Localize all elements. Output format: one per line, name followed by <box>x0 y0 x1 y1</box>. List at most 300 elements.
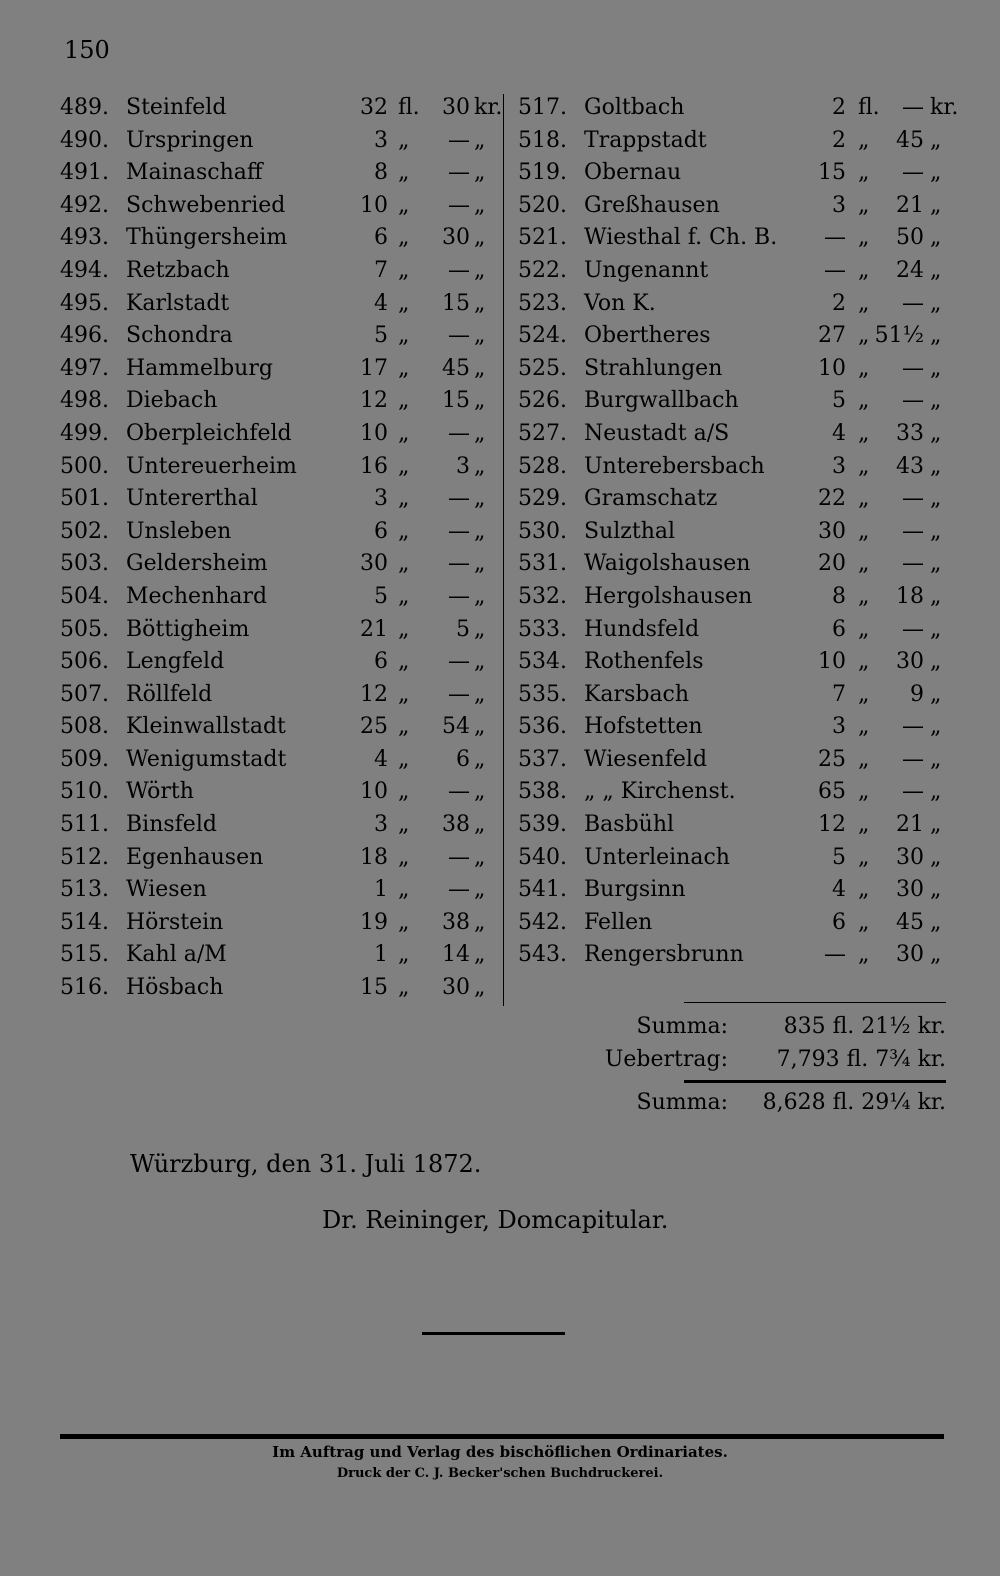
entry-gulden: 3 <box>832 714 846 740</box>
left-entry-row <box>60 679 498 712</box>
grand-total-label: Summa: <box>636 1090 728 1115</box>
entry-kreuzer: 50 <box>896 225 924 251</box>
entry-gulden-unit: „ <box>398 583 410 609</box>
entry-gulden-unit: „ <box>398 877 410 903</box>
entry-number: 509. <box>60 746 109 772</box>
entry-place: Hofstetten <box>584 714 703 740</box>
entry-place: Goltbach <box>584 95 685 120</box>
entry-gulden-unit: „ <box>398 355 410 381</box>
left-entry-row <box>60 614 498 647</box>
entry-gulden: 6 <box>374 518 388 544</box>
entry-kreuzer: 30 <box>442 975 470 1001</box>
entry-kreuzer-unit: „ <box>930 877 942 903</box>
separator-rule <box>422 1332 565 1335</box>
uebertrag-value: 7,793 fl. 7¾ kr. <box>776 1047 946 1072</box>
entry-number: 540. <box>518 844 567 870</box>
uebertrag-line <box>600 1043 946 1077</box>
entry-gulden-unit: „ <box>858 290 870 316</box>
entry-gulden: 1 <box>374 942 388 968</box>
entry-gulden-unit: „ <box>858 812 870 838</box>
left-entry-row <box>60 939 498 972</box>
entry-gulden: 12 <box>818 812 846 838</box>
right-entry-row <box>518 516 948 549</box>
uebertrag-label: Uebertrag: <box>604 1047 728 1072</box>
entry-place: Diebach <box>126 388 218 414</box>
entry-place: Fellen <box>584 909 653 935</box>
entry-number: 495. <box>60 290 109 316</box>
entry-place: Rothenfels <box>584 649 704 675</box>
entry-place: Unterleinach <box>584 844 730 870</box>
entry-kreuzer-unit: „ <box>930 257 942 283</box>
entry-kreuzer-unit: „ <box>930 616 942 642</box>
left-entry-row <box>60 874 498 907</box>
entry-gulden-unit: „ <box>858 160 870 186</box>
entry-number: 507. <box>60 681 109 707</box>
entry-gulden-unit: „ <box>398 779 410 805</box>
entry-kreuzer-unit: „ <box>930 486 942 512</box>
entry-kreuzer: 45 <box>896 127 924 153</box>
left-entry-row <box>60 809 498 842</box>
entry-number: 531. <box>518 551 567 577</box>
entry-place: Strahlungen <box>584 355 723 381</box>
entry-gulden-unit: „ <box>398 518 410 544</box>
entry-number: 529. <box>518 486 567 512</box>
entry-kreuzer-unit: „ <box>474 942 486 968</box>
entry-kreuzer: — <box>902 290 924 316</box>
entry-place: Kleinwallstadt <box>126 714 286 740</box>
entry-kreuzer: 6 <box>456 746 470 772</box>
entry-kreuzer: — <box>448 257 470 283</box>
entry-kreuzer: — <box>448 681 470 707</box>
entry-kreuzer-unit: „ <box>930 192 942 218</box>
entry-gulden: 6 <box>374 225 388 251</box>
left-entry-row <box>60 255 498 288</box>
entry-number: 519. <box>518 160 567 186</box>
entry-gulden: 7 <box>832 681 846 707</box>
entry-number: 524. <box>518 323 567 349</box>
grand-total-value: 8,628 fl. 29¼ kr. <box>762 1090 946 1115</box>
imprint-publisher: Im Auftrag und Verlag des bischöflichen Ordinariates. <box>272 1443 728 1461</box>
entry-number: 504. <box>60 583 109 609</box>
entry-place: Schondra <box>126 323 233 349</box>
entry-gulden: 30 <box>360 551 388 577</box>
entry-gulden: 22 <box>818 486 846 512</box>
entry-gulden: 15 <box>818 160 846 186</box>
entry-gulden: 3 <box>374 127 388 153</box>
signature: Dr. Reininger, Domcapitular. <box>322 1206 669 1234</box>
entry-kreuzer: — <box>902 616 924 642</box>
entry-number: 517. <box>518 95 567 120</box>
entry-number: 511. <box>60 812 109 838</box>
entry-gulden-unit: „ <box>858 518 870 544</box>
entry-gulden: 10 <box>818 649 846 675</box>
entry-gulden: 7 <box>374 257 388 283</box>
entry-gulden: 10 <box>360 420 388 446</box>
entry-gulden: 8 <box>832 583 846 609</box>
right-entry-row <box>518 418 948 451</box>
entry-kreuzer-unit: „ <box>474 257 486 283</box>
entry-kreuzer: — <box>448 877 470 903</box>
entry-kreuzer-unit: „ <box>474 877 486 903</box>
right-entry-row <box>518 679 948 712</box>
entry-kreuzer-unit: „ <box>474 746 486 772</box>
left-entry-row <box>60 842 498 875</box>
entry-place: Waigolshausen <box>584 551 751 577</box>
entry-gulden: 12 <box>360 388 388 414</box>
entry-kreuzer: — <box>902 95 924 120</box>
entry-kreuzer: — <box>448 583 470 609</box>
entry-gulden-unit: „ <box>858 746 870 772</box>
entry-place: Greßhausen <box>584 192 720 218</box>
entry-gulden-unit: „ <box>398 844 410 870</box>
entry-number: 501. <box>60 486 109 512</box>
entry-gulden-unit: „ <box>398 551 410 577</box>
entry-place: Böttigheim <box>126 616 250 642</box>
summa-rule-top <box>684 1002 946 1003</box>
right-column <box>518 92 959 972</box>
entry-number: 489. <box>60 95 109 120</box>
entry-gulden: 2 <box>832 127 846 153</box>
left-entry-row <box>60 776 498 809</box>
entry-place: Burgwallbach <box>584 388 739 414</box>
entry-gulden-unit: „ <box>398 746 410 772</box>
entry-kreuzer: 14 <box>442 942 470 968</box>
entry-gulden: 19 <box>360 909 388 935</box>
entry-number: 492. <box>60 192 109 218</box>
left-entry-row <box>60 548 498 581</box>
entry-kreuzer-unit: „ <box>930 779 942 805</box>
entry-place: Karsbach <box>584 681 690 707</box>
entry-kreuzer-unit: „ <box>474 518 486 544</box>
entry-number: 497. <box>60 355 109 381</box>
entry-gulden: 25 <box>818 746 846 772</box>
entry-gulden: 32 <box>360 95 388 120</box>
entry-gulden-unit: „ <box>398 290 410 316</box>
entry-gulden-unit: „ <box>858 551 870 577</box>
entry-gulden-unit: „ <box>858 616 870 642</box>
entry-number: 493. <box>60 225 109 251</box>
entry-place: Ungenannt <box>584 257 709 283</box>
entry-kreuzer-unit: „ <box>930 649 942 675</box>
entry-kreuzer: — <box>448 551 470 577</box>
entry-kreuzer-unit: „ <box>474 192 486 218</box>
entry-place: Hörstein <box>126 909 224 935</box>
entry-kreuzer: 45 <box>442 355 470 381</box>
entry-number: 523. <box>518 290 567 316</box>
entry-kreuzer: 30 <box>896 942 924 968</box>
entry-kreuzer: 15 <box>442 290 470 316</box>
entry-place: Wiesen <box>126 877 207 903</box>
summa-label: Summa: <box>636 1014 728 1039</box>
left-entry-row <box>60 157 498 190</box>
entry-place: Karlstadt <box>126 290 230 316</box>
entry-kreuzer: — <box>902 518 924 544</box>
entry-kreuzer-unit: „ <box>474 290 486 316</box>
grand-total-line <box>600 1086 946 1120</box>
entry-kreuzer-unit: „ <box>930 714 942 740</box>
entry-kreuzer-unit: „ <box>930 583 942 609</box>
entry-number: 500. <box>60 453 109 479</box>
entry-number: 515. <box>60 942 109 968</box>
entry-kreuzer-unit: „ <box>474 388 486 414</box>
entry-place: Urspringen <box>126 127 254 153</box>
entry-kreuzer: — <box>448 844 470 870</box>
entry-kreuzer-unit: kr. <box>474 95 503 120</box>
right-entry-row <box>518 874 948 907</box>
entry-gulden-unit: „ <box>858 486 870 512</box>
entry-number: 502. <box>60 518 109 544</box>
entry-gulden: 10 <box>818 355 846 381</box>
entry-gulden-unit: „ <box>858 192 870 218</box>
left-entry-row <box>60 907 498 940</box>
entry-gulden-unit: „ <box>858 420 870 446</box>
entry-place: Kahl a/M <box>126 942 227 968</box>
entry-kreuzer-unit: „ <box>474 453 486 479</box>
right-entry-row <box>518 842 948 875</box>
entry-gulden-unit: „ <box>858 388 870 414</box>
entry-gulden-unit: „ <box>858 453 870 479</box>
entry-gulden-unit: „ <box>398 453 410 479</box>
entry-kreuzer: 9 <box>910 681 924 707</box>
entry-kreuzer-unit: „ <box>930 355 942 381</box>
entry-place: Untererthal <box>126 486 258 512</box>
left-entry-row <box>60 125 498 158</box>
entry-place: Untereuerheim <box>126 453 297 479</box>
entry-gulden-unit: „ <box>398 420 410 446</box>
right-entry-row <box>518 776 948 809</box>
entry-kreuzer: — <box>448 127 470 153</box>
entry-number: 510. <box>60 779 109 805</box>
entry-place: Hammelburg <box>126 355 273 381</box>
entry-number: 543. <box>518 942 567 968</box>
entry-number: 505. <box>60 616 109 642</box>
entry-gulden-unit: „ <box>858 355 870 381</box>
entry-kreuzer-unit: „ <box>930 812 942 838</box>
entry-kreuzer: 33 <box>896 420 924 446</box>
entry-gulden: 18 <box>360 844 388 870</box>
entry-place: Wörth <box>126 779 194 805</box>
entry-gulden-unit: „ <box>398 942 410 968</box>
entry-kreuzer-unit: „ <box>930 225 942 251</box>
right-entry-row <box>518 92 959 125</box>
entry-number: 490. <box>60 127 109 153</box>
entry-kreuzer: 38 <box>442 909 470 935</box>
right-entry-row <box>518 809 948 842</box>
entry-kreuzer-unit: „ <box>474 323 486 349</box>
entry-kreuzer: — <box>902 779 924 805</box>
entry-place: Burgsinn <box>584 877 686 903</box>
entry-gulden: 17 <box>360 355 388 381</box>
entry-place: Sulzthal <box>584 518 676 544</box>
entry-kreuzer-unit: kr. <box>930 95 959 120</box>
entry-gulden-unit: fl. <box>858 95 880 120</box>
entry-gulden-unit: „ <box>398 257 410 283</box>
entry-gulden-unit: „ <box>858 877 870 903</box>
entry-kreuzer-unit: „ <box>474 616 486 642</box>
entry-place: Thüngersheim <box>126 225 288 251</box>
entry-kreuzer-unit: „ <box>474 160 486 186</box>
right-entry-row <box>518 711 948 744</box>
right-entry-row <box>518 744 948 777</box>
entry-gulden: 15 <box>360 975 388 1001</box>
entry-number: 521. <box>518 225 567 251</box>
entry-place: Retzbach <box>126 257 230 283</box>
entry-kreuzer-unit: „ <box>930 453 942 479</box>
entry-place: Mainaschaff <box>126 160 263 186</box>
entry-gulden: 3 <box>374 486 388 512</box>
entry-gulden-unit: „ <box>398 388 410 414</box>
entry-kreuzer: — <box>902 486 924 512</box>
entry-kreuzer-unit: „ <box>474 812 486 838</box>
entry-gulden-unit: „ <box>398 323 410 349</box>
entry-place: Binsfeld <box>126 812 217 838</box>
entry-kreuzer: — <box>448 160 470 186</box>
entry-place: Unsleben <box>126 518 232 544</box>
entry-number: 514. <box>60 909 109 935</box>
entry-gulden: — <box>824 942 846 968</box>
entry-kreuzer-unit: „ <box>474 649 486 675</box>
entry-number: 538. <box>518 779 567 805</box>
entry-gulden: 30 <box>818 518 846 544</box>
entry-gulden: 8 <box>374 160 388 186</box>
entry-kreuzer: — <box>448 649 470 675</box>
entry-kreuzer-unit: „ <box>474 844 486 870</box>
entry-gulden: 3 <box>374 812 388 838</box>
entry-place: Obertheres <box>584 323 711 349</box>
left-entry-row <box>60 451 498 484</box>
entry-gulden-unit: „ <box>398 812 410 838</box>
entry-place: Hergolshausen <box>584 583 753 609</box>
entry-gulden: — <box>824 257 846 283</box>
entry-kreuzer: — <box>902 746 924 772</box>
entry-gulden-unit: „ <box>398 225 410 251</box>
entry-kreuzer: 21 <box>896 812 924 838</box>
entry-place: Neustadt a/S <box>584 420 730 446</box>
entry-kreuzer-unit: „ <box>474 714 486 740</box>
entry-kreuzer: 30 <box>896 877 924 903</box>
entry-kreuzer: — <box>902 714 924 740</box>
entry-number: 503. <box>60 551 109 577</box>
entry-kreuzer-unit: „ <box>474 551 486 577</box>
left-entry-row <box>60 320 498 353</box>
entry-gulden-unit: „ <box>858 942 870 968</box>
entry-place: Oberpleichfeld <box>126 420 292 446</box>
entry-gulden: 27 <box>818 323 846 349</box>
entry-gulden: — <box>824 225 846 251</box>
entry-gulden-unit: „ <box>858 909 870 935</box>
entry-gulden: 4 <box>374 290 388 316</box>
entry-gulden: 20 <box>818 551 846 577</box>
entry-place: „ „ Kirchenst. <box>584 779 736 805</box>
entry-kreuzer: 15 <box>442 388 470 414</box>
entry-gulden-unit: „ <box>398 192 410 218</box>
entry-place: Wiesthal f. Ch. B. <box>584 225 778 251</box>
entry-number: 516. <box>60 975 109 1001</box>
entry-kreuzer-unit: „ <box>930 942 942 968</box>
entry-number: 498. <box>60 388 109 414</box>
left-entry-row <box>60 972 498 1005</box>
imprint-rule-thick <box>60 1434 944 1439</box>
entry-gulden: 2 <box>832 290 846 316</box>
entry-gulden-unit: „ <box>858 649 870 675</box>
entry-gulden-unit: „ <box>398 681 410 707</box>
entry-place: Gramschatz <box>584 486 718 512</box>
entry-place: Unterebersbach <box>584 453 765 479</box>
entry-gulden-unit: „ <box>858 779 870 805</box>
entry-place: Lengfeld <box>126 649 225 675</box>
entry-number: 534. <box>518 649 567 675</box>
entry-kreuzer: — <box>448 486 470 512</box>
entry-kreuzer: 43 <box>896 453 924 479</box>
entry-gulden-unit: „ <box>398 616 410 642</box>
entry-gulden-unit: „ <box>858 225 870 251</box>
page-number: 150 <box>64 36 110 64</box>
entry-kreuzer-unit: „ <box>930 909 942 935</box>
entry-kreuzer-unit: „ <box>930 746 942 772</box>
entry-gulden: 6 <box>374 649 388 675</box>
entry-number: 499. <box>60 420 109 446</box>
entry-kreuzer-unit: „ <box>474 779 486 805</box>
entry-kreuzer-unit: „ <box>474 420 486 446</box>
entry-place: Röllfeld <box>126 681 213 707</box>
entry-kreuzer-unit: „ <box>474 355 486 381</box>
right-entry-row <box>518 222 948 255</box>
right-entry-row <box>518 939 948 972</box>
imprint-printer: Druck der C. J. Becker'schen Buchdruckerei. <box>336 1466 664 1481</box>
left-entry-row <box>60 483 498 516</box>
entry-kreuzer-unit: „ <box>930 127 942 153</box>
entry-kreuzer-unit: „ <box>474 909 486 935</box>
entry-number: 528. <box>518 453 567 479</box>
entry-gulden: 4 <box>374 746 388 772</box>
entry-number: 536. <box>518 714 567 740</box>
entry-kreuzer-unit: „ <box>930 323 942 349</box>
entry-gulden-unit: fl. <box>398 95 420 120</box>
entry-place: Rengersbrunn <box>584 942 744 968</box>
entry-kreuzer: 30 <box>896 649 924 675</box>
entry-place: Mechenhard <box>126 583 268 609</box>
entry-kreuzer-unit: „ <box>474 583 486 609</box>
entry-gulden: 5 <box>832 388 846 414</box>
entry-kreuzer-unit: „ <box>474 486 486 512</box>
entry-place: Hundsfeld <box>584 616 700 642</box>
entry-number: 525. <box>518 355 567 381</box>
entry-gulden-unit: „ <box>858 323 870 349</box>
entry-number: 494. <box>60 257 109 283</box>
summa-line <box>600 1010 946 1044</box>
entry-number: 506. <box>60 649 109 675</box>
entry-number: 530. <box>518 518 567 544</box>
entry-kreuzer-unit: „ <box>930 388 942 414</box>
entry-place: Egenhausen <box>126 844 264 870</box>
entry-gulden: 3 <box>832 453 846 479</box>
entry-place: Steinfeld <box>126 95 227 120</box>
entry-number: 537. <box>518 746 567 772</box>
entry-gulden: 6 <box>832 616 846 642</box>
entry-kreuzer: — <box>448 779 470 805</box>
entry-kreuzer: 18 <box>896 583 924 609</box>
entry-place: Wiesenfeld <box>584 746 708 772</box>
right-entry-row <box>518 157 948 190</box>
entry-number: 520. <box>518 192 567 218</box>
left-entry-row <box>60 418 498 451</box>
entry-gulden-unit: „ <box>398 975 410 1001</box>
entry-kreuzer-unit: „ <box>474 225 486 251</box>
entry-gulden: 4 <box>832 420 846 446</box>
entry-gulden-unit: „ <box>398 127 410 153</box>
entry-kreuzer: 30 <box>442 225 470 251</box>
entry-place: Basbühl <box>584 812 675 838</box>
